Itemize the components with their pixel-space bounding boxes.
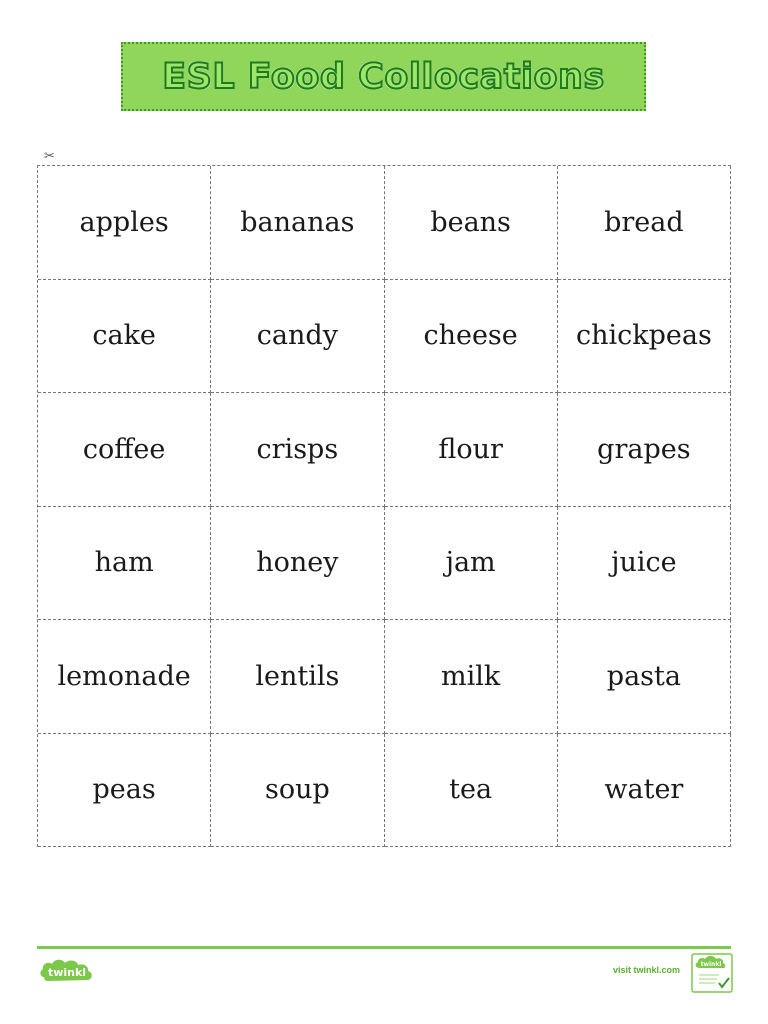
logo-text: twinkl xyxy=(47,966,87,979)
card-word: honey xyxy=(256,547,339,579)
word-card xyxy=(558,393,731,507)
scissors-icon: ✂ xyxy=(44,149,55,164)
card-word: coffee xyxy=(82,433,166,465)
card-word: cake xyxy=(92,320,156,352)
word-card xyxy=(38,280,211,394)
visit-link[interactable]: visit twinkl.com xyxy=(612,965,680,975)
word-card xyxy=(385,734,558,848)
page-title: ESL Food Collocations xyxy=(162,56,605,97)
word-card xyxy=(38,166,211,280)
footer-divider xyxy=(37,946,731,949)
word-card xyxy=(558,507,731,621)
word-card xyxy=(211,280,384,394)
card-word: water xyxy=(604,774,684,806)
card-word: cheese xyxy=(423,320,518,352)
word-card xyxy=(38,734,211,848)
title-banner xyxy=(121,42,646,111)
word-card xyxy=(385,620,558,734)
word-card-grid xyxy=(37,165,731,847)
word-card xyxy=(211,393,384,507)
word-card xyxy=(558,734,731,848)
card-word: soup xyxy=(264,774,330,806)
word-card xyxy=(38,620,211,734)
word-card xyxy=(38,393,211,507)
card-word: lemonade xyxy=(57,660,191,692)
card-word: juice xyxy=(611,547,677,579)
card-word: bananas xyxy=(240,206,355,238)
card-word: tea xyxy=(449,774,493,806)
word-card xyxy=(38,507,211,621)
word-card xyxy=(558,280,731,394)
card-word: flour xyxy=(438,433,503,465)
word-card xyxy=(211,734,384,848)
card-word: grapes xyxy=(597,433,691,465)
badge-text: twinkl xyxy=(700,961,722,968)
word-card xyxy=(385,507,558,621)
card-word: jam xyxy=(445,547,496,579)
card-word: crisps xyxy=(256,433,339,465)
card-word: pasta xyxy=(606,660,681,692)
card-word: ham xyxy=(94,547,154,579)
word-card xyxy=(558,166,731,280)
card-word: beans xyxy=(430,206,511,238)
word-card xyxy=(385,166,558,280)
word-card xyxy=(558,620,731,734)
word-card xyxy=(211,166,384,280)
quality-badge xyxy=(691,953,733,993)
card-word: peas xyxy=(92,774,156,806)
word-card xyxy=(385,280,558,394)
card-word: apples xyxy=(79,206,169,238)
card-word: milk xyxy=(441,660,501,692)
word-card xyxy=(211,620,384,734)
card-word: candy xyxy=(256,320,338,352)
word-card xyxy=(211,507,384,621)
word-card xyxy=(385,393,558,507)
card-word: lentils xyxy=(255,660,340,692)
twinkl-logo[interactable] xyxy=(38,955,98,987)
card-word: bread xyxy=(604,206,684,238)
card-word: chickpeas xyxy=(575,320,712,352)
